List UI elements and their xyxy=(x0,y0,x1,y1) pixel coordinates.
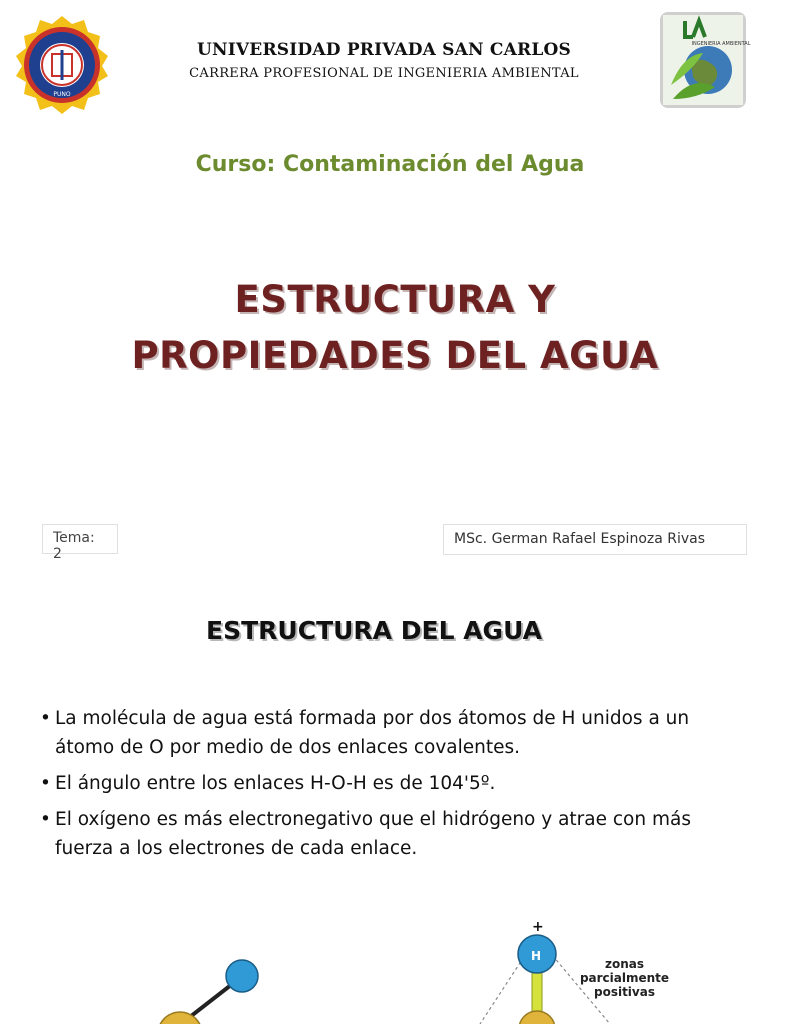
bullet-text: La molécula de agua está formada por dos átomos de H unidos a un átomo de O por medio de dos enlaces covalentes. xyxy=(55,708,690,758)
list-item xyxy=(40,769,730,798)
oxygen-atom xyxy=(519,1011,555,1024)
author-box: MSc. German Rafael Espinoza Rivas xyxy=(443,524,747,555)
hydrogen-atom xyxy=(226,960,258,992)
list-item xyxy=(40,805,730,863)
structure-slide xyxy=(0,572,768,1024)
slide-title: ESTRUCTURA DEL AGUA xyxy=(206,616,542,645)
seal-bottom-text: PUNO xyxy=(53,91,71,98)
zone-label-line: zonas xyxy=(604,957,644,971)
positive-charge-sign: + xyxy=(532,919,544,935)
zone-label-line: parcialmente xyxy=(579,971,670,985)
zone-label-line: positivas xyxy=(593,985,655,999)
bullet-icon: • xyxy=(40,708,51,729)
presentation-title xyxy=(0,272,790,384)
university-name: UNIVERSIDAD PRIVADA SAN CARLOS xyxy=(197,40,571,60)
bullet-text: El oxígeno es más electronegativo que el hidrógeno y atrae con más fuerza a los electrones de cada enlace. xyxy=(55,809,691,859)
bullet-text: El ángulo entre los enlaces H-O-H es de 104'5º. xyxy=(55,773,496,794)
hydrogen-label: H xyxy=(531,949,542,963)
title-line-2: PROPIEDADES DEL AGUA xyxy=(131,334,659,377)
water-molecule-model-left xyxy=(150,952,280,1024)
bullet-icon: • xyxy=(40,809,51,830)
bullet-icon: • xyxy=(40,773,51,794)
career-name: CARRERA PROFESIONAL DE INGENIERIA AMBIENTAL xyxy=(189,66,579,81)
university-seal-logo xyxy=(14,14,110,114)
topic-number-box: Tema: 2 xyxy=(42,524,118,554)
partial-positive-zones-label xyxy=(572,957,677,999)
bullet-list xyxy=(40,704,730,870)
logo-caption: INGENIERIA AMBIENTAL xyxy=(691,41,751,47)
ingenieria-ambiental-logo xyxy=(660,12,751,108)
title-line-1: ESTRUCTURA Y xyxy=(234,278,556,321)
course-title: Curso: Contaminación del Agua xyxy=(195,152,585,177)
list-item xyxy=(40,704,730,762)
